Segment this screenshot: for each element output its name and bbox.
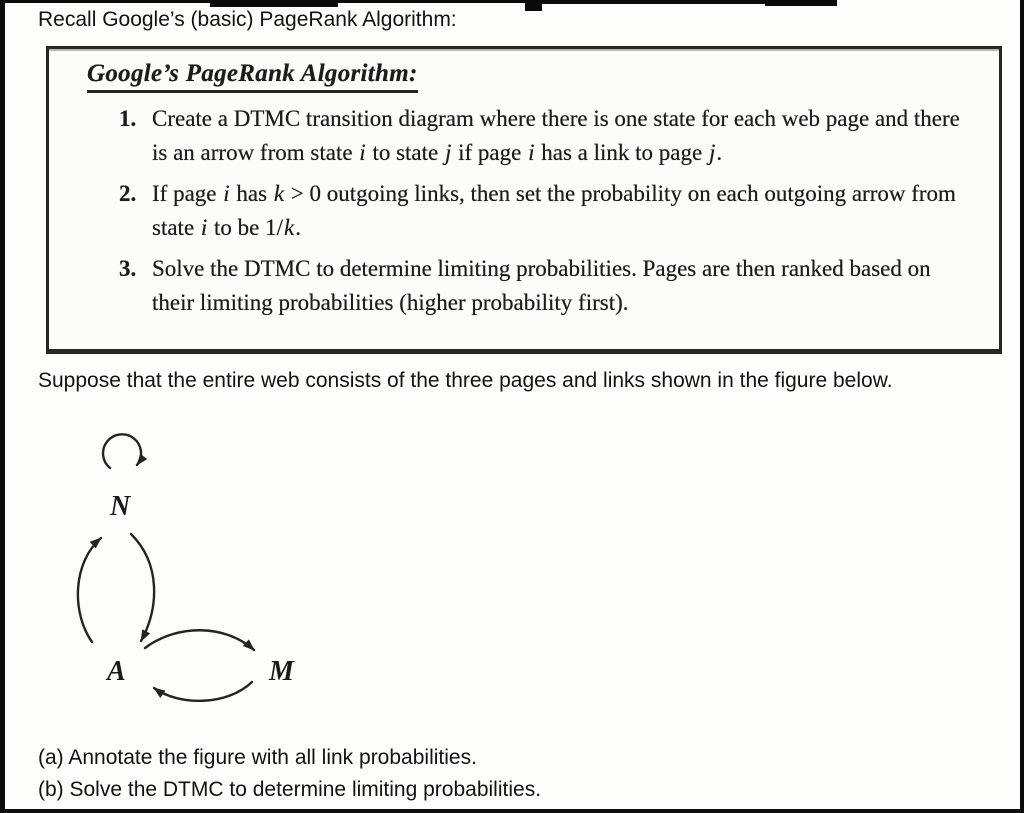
dtmc-diagram (57, 416, 387, 716)
step-number: 1. (119, 106, 137, 131)
arrow-a-to-n (78, 538, 101, 642)
torn-edge-segment (765, 0, 837, 6)
step-text: If page i has k > 0 outgoing links, then set the probability on each outgoing arrow from state i to be 1/k. (152, 181, 956, 240)
step-text: Solve the DTMC to determine limiting probabilities. Pages are then ranked based on their limiting probabilities (higher probability first). (152, 256, 931, 315)
step-number: 2. (119, 181, 137, 206)
arrow-a-to-m (145, 630, 254, 650)
suppose-text: Suppose that the entire web consists of the three pages and links shown in the figure below. (38, 369, 893, 392)
node-label-M: M (269, 656, 294, 687)
arrow-n-to-a (131, 534, 154, 641)
algorithm-step-3 (119, 252, 965, 320)
step-text: Create a DTMC transition diagram where there is one state for each web page and there is an arrow from state i to state j if page i has a link to page j. (152, 106, 960, 165)
question-a: (a) Annotate the figure with all link probabilities. (38, 746, 477, 769)
node-label-N: N (110, 491, 131, 522)
algorithm-steps (87, 102, 965, 320)
algorithm-step-2 (119, 177, 965, 245)
node-label-A: A (107, 656, 126, 687)
question-b: (b) Solve the DTMC to determine limiting probabilities. (38, 778, 542, 801)
torn-edge-segment (0, 0, 215, 3)
torn-edge-segment (540, 0, 768, 4)
torn-edge-segment (335, 0, 531, 3)
self-loop-arrow-n (103, 434, 141, 468)
intro-text: Recall Google’s (basic) PageRank Algorithm: (38, 8, 457, 31)
algorithm-box-title: Google’s PageRank Algorithm: (87, 60, 418, 93)
arrow-m-to-a (154, 682, 252, 701)
step-number: 3. (119, 256, 137, 281)
algorithm-box (46, 46, 1002, 354)
algorithm-step-1 (119, 102, 965, 170)
